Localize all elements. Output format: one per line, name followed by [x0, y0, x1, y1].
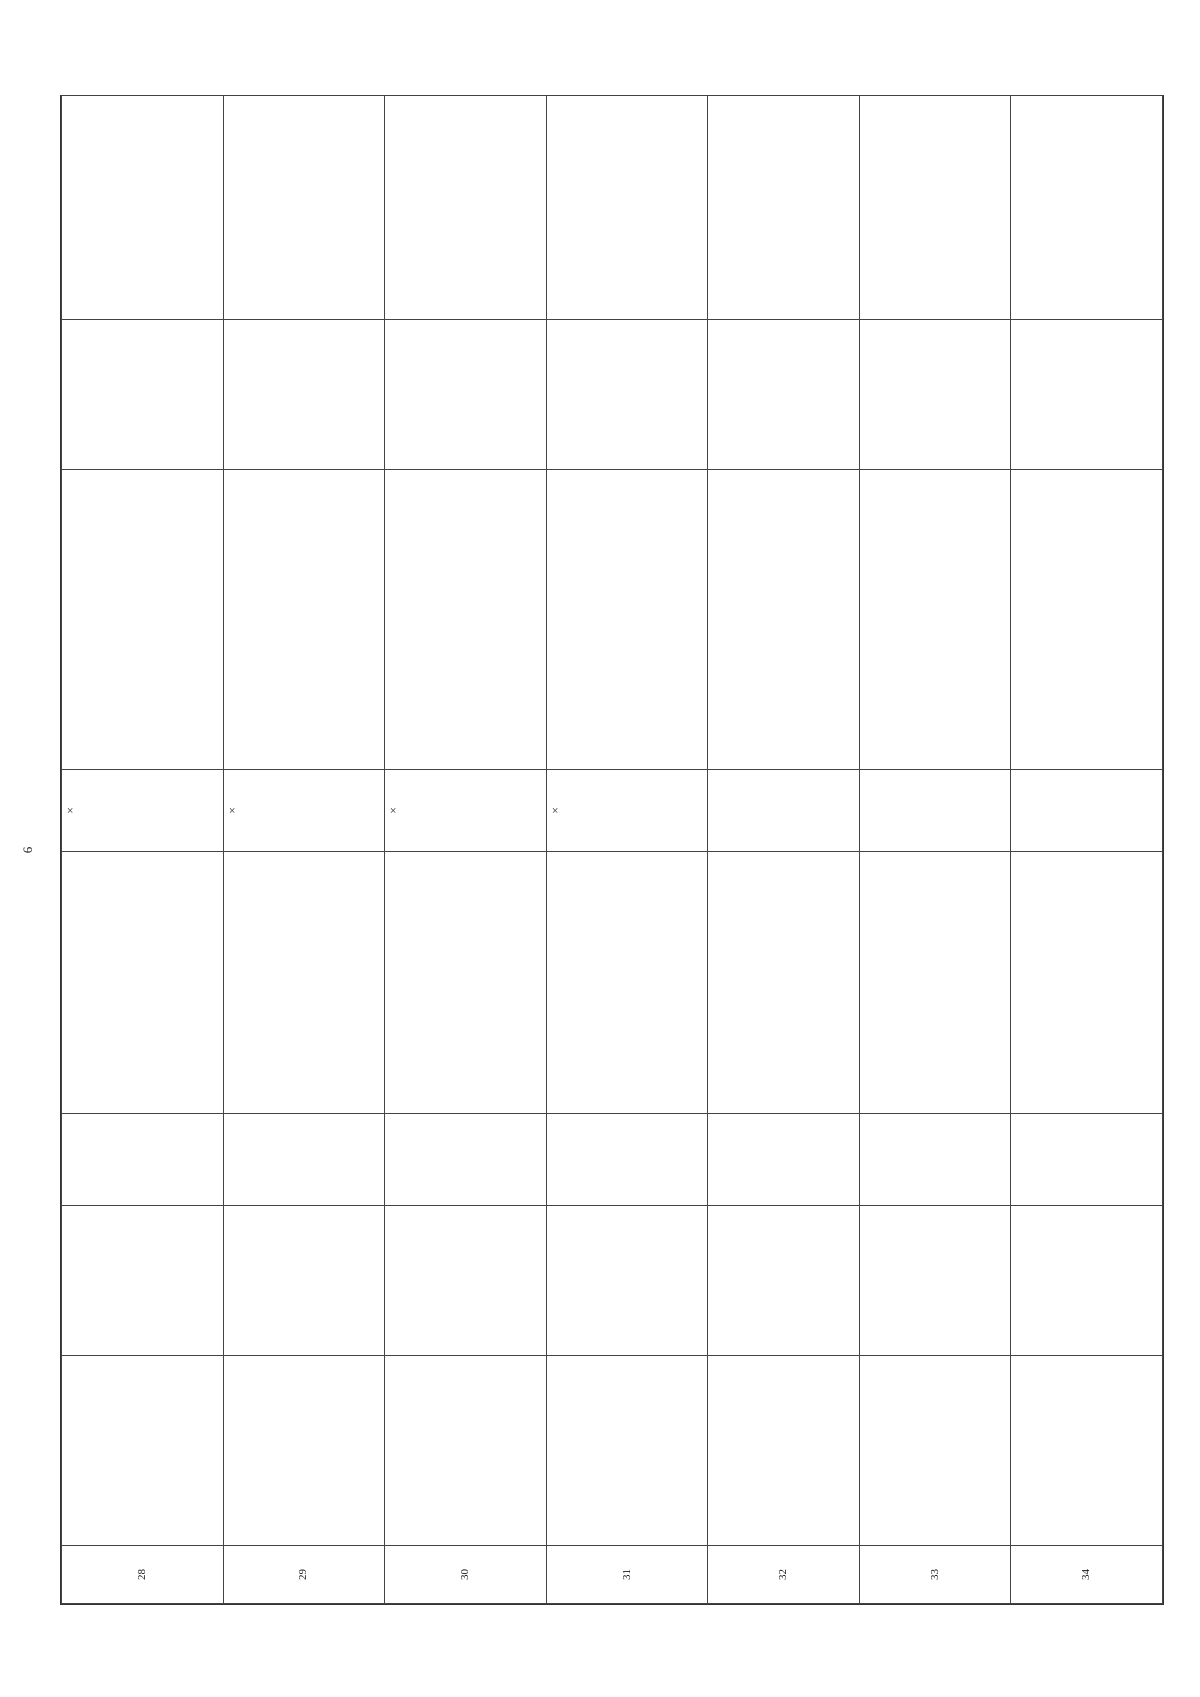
purpose-cell: [546, 1206, 708, 1356]
direction-cell: [62, 1114, 224, 1206]
measure-name-cell: [708, 1356, 860, 1546]
page-number: 6: [20, 846, 35, 854]
result-indicator-cell: [385, 852, 547, 1114]
purpose-cell: [859, 1206, 1011, 1356]
project-cell: ×: [546, 770, 708, 852]
direction-cell: [859, 1114, 1011, 1206]
row-number-cell: 34: [1011, 1546, 1163, 1604]
measure-name-cell: [546, 1356, 708, 1546]
project-cell: [859, 770, 1011, 852]
project-cell: [708, 770, 860, 852]
direction-cell: [1011, 1114, 1163, 1206]
row-number-cell: 29: [223, 1546, 385, 1604]
responsible-unit-cell: [546, 96, 708, 320]
row-number-cell: 33: [859, 1546, 1011, 1604]
direction-cell: [385, 1114, 547, 1206]
purpose-cell: [223, 1206, 385, 1356]
measures-table: [61, 95, 1163, 1604]
document-table-region: [60, 95, 1164, 1605]
deadline-cell: [859, 320, 1011, 470]
table-row: [708, 96, 860, 1604]
purpose-cell: [385, 1206, 547, 1356]
measure-name-cell: [62, 1356, 224, 1546]
deadline-cell: [1011, 320, 1163, 470]
table-row: [859, 96, 1011, 1604]
responsible-unit-cell: [859, 96, 1011, 320]
measure-name-cell: [1011, 1356, 1163, 1546]
row-number-cell: 30: [385, 1546, 547, 1604]
table-row: [62, 96, 224, 1604]
row-number-cell: 31: [546, 1546, 708, 1604]
purpose-cell: [708, 1206, 860, 1356]
row-number-cell: 32: [708, 1546, 860, 1604]
purpose-cell: [62, 1206, 224, 1356]
measure-name-cell: [223, 1356, 385, 1546]
documents-cell: [859, 470, 1011, 770]
deadline-cell: [62, 320, 224, 470]
result-indicator-cell: [859, 852, 1011, 1114]
table-body: [62, 96, 1163, 1604]
documents-cell: [546, 470, 708, 770]
direction-cell: [546, 1114, 708, 1206]
result-indicator-cell: [546, 852, 708, 1114]
row-number-cell: 28: [62, 1546, 224, 1604]
direction-cell: [223, 1114, 385, 1206]
documents-cell: [385, 470, 547, 770]
deadline-cell: [223, 320, 385, 470]
deadline-cell: [546, 320, 708, 470]
deadline-cell: [385, 320, 547, 470]
result-indicator-cell: [223, 852, 385, 1114]
measure-name-cell: [385, 1356, 547, 1546]
documents-cell: [708, 470, 860, 770]
purpose-cell: [1011, 1206, 1163, 1356]
project-cell: ×: [62, 770, 224, 852]
direction-cell: [708, 1114, 860, 1206]
rotated-table-wrapper: [61, 96, 1163, 1604]
table-row: [385, 96, 547, 1604]
responsible-unit-cell: [708, 96, 860, 320]
table-row: [223, 96, 385, 1604]
table-row: [1011, 96, 1163, 1604]
documents-cell: [223, 470, 385, 770]
result-indicator-cell: [708, 852, 860, 1114]
deadline-cell: [708, 320, 860, 470]
project-cell: ×: [385, 770, 547, 852]
responsible-unit-cell: [385, 96, 547, 320]
responsible-unit-cell: [1011, 96, 1163, 320]
documents-cell: [62, 470, 224, 770]
responsible-unit-cell: [223, 96, 385, 320]
measure-name-cell: [859, 1356, 1011, 1546]
responsible-unit-cell: [62, 96, 224, 320]
project-cell: ×: [223, 770, 385, 852]
table-row: [546, 96, 708, 1604]
result-indicator-cell: [62, 852, 224, 1114]
result-indicator-cell: [1011, 852, 1163, 1114]
project-cell: [1011, 770, 1163, 852]
documents-cell: [1011, 470, 1163, 770]
